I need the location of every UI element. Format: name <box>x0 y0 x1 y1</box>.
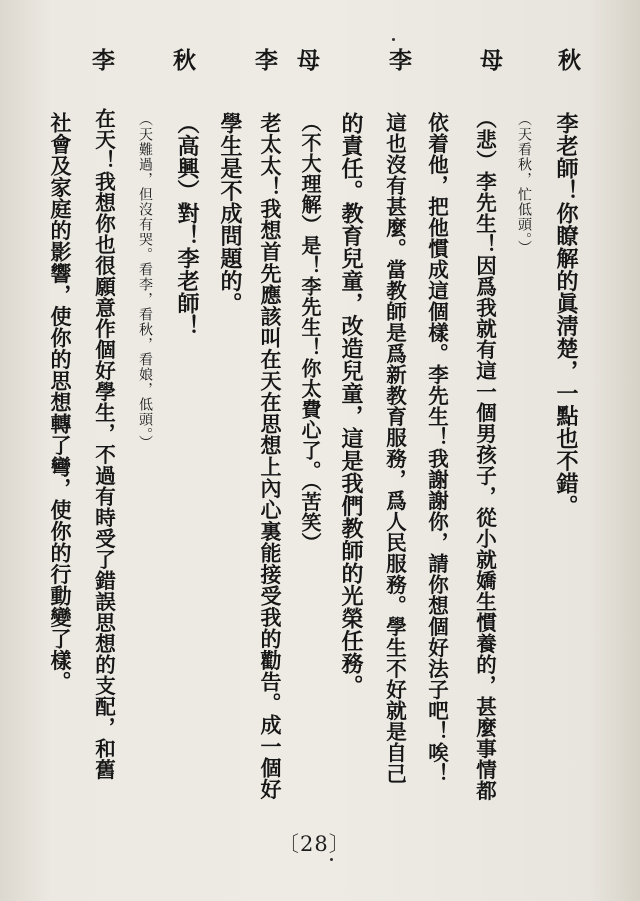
dialogue-line: （不大理解）是！李先生！你太費心了。（苦笑） <box>298 112 322 553</box>
print-speck <box>330 858 333 861</box>
dialogue-line: 的責任。教育兒童，改造兒童，這是我們教師的光榮任務。 <box>338 112 364 697</box>
speaker-qiu-2: 秋 <box>169 48 196 75</box>
speaker-mother-1: 母 <box>476 48 503 75</box>
speaker-mother-2: 母 <box>293 48 320 75</box>
speaker-li-1: 李 <box>385 48 412 75</box>
dialogue-line: 依着他，把他慣成這個樣。李先生！我謝謝你，請你想個好法子吧！唉！ <box>424 112 449 784</box>
dialogue-line: 老太太！我想首先應該叫在天在思想上內心裏能接受我的勸告。成一個好 <box>258 112 283 800</box>
page-number: 〔28〕 <box>278 832 351 856</box>
stage-direction: （天看秋，忙低頭。） <box>516 112 532 255</box>
dialogue-line: 在天！我想你也很願意作個好學生，不過有時受了錯誤思想的支配，和舊 <box>91 108 116 780</box>
speaker-li-3: 李 <box>88 48 115 75</box>
stage-direction: （天難過，但沒有哭。看李，看秋，看娘，低頭。） <box>137 112 153 450</box>
dialogue-line: 李老師！你瞭解的眞淸楚，一點也不錯。 <box>553 112 579 517</box>
dialogue-line: （高興）對！李老師！ <box>174 112 200 337</box>
dialogue-line: 學生是不成問題的。 <box>217 112 243 315</box>
print-speck <box>392 38 395 41</box>
dialogue-line: 這也沒有甚麼。當教師是爲新教育服務，爲人民服務。學生不好就是自己 <box>382 112 407 784</box>
dialogue-line: （悲）李先生！因爲我就有這一個男孩子，從小就嬌生慣養的，甚麼事情都 <box>472 108 497 801</box>
speaker-qiu-1: 秋 <box>554 48 581 75</box>
dialogue-line: 社會及家庭的影響，使你的思想轉了彎，使你的行動變了樣。 <box>48 112 73 693</box>
speaker-li-2: 李 <box>251 48 278 75</box>
